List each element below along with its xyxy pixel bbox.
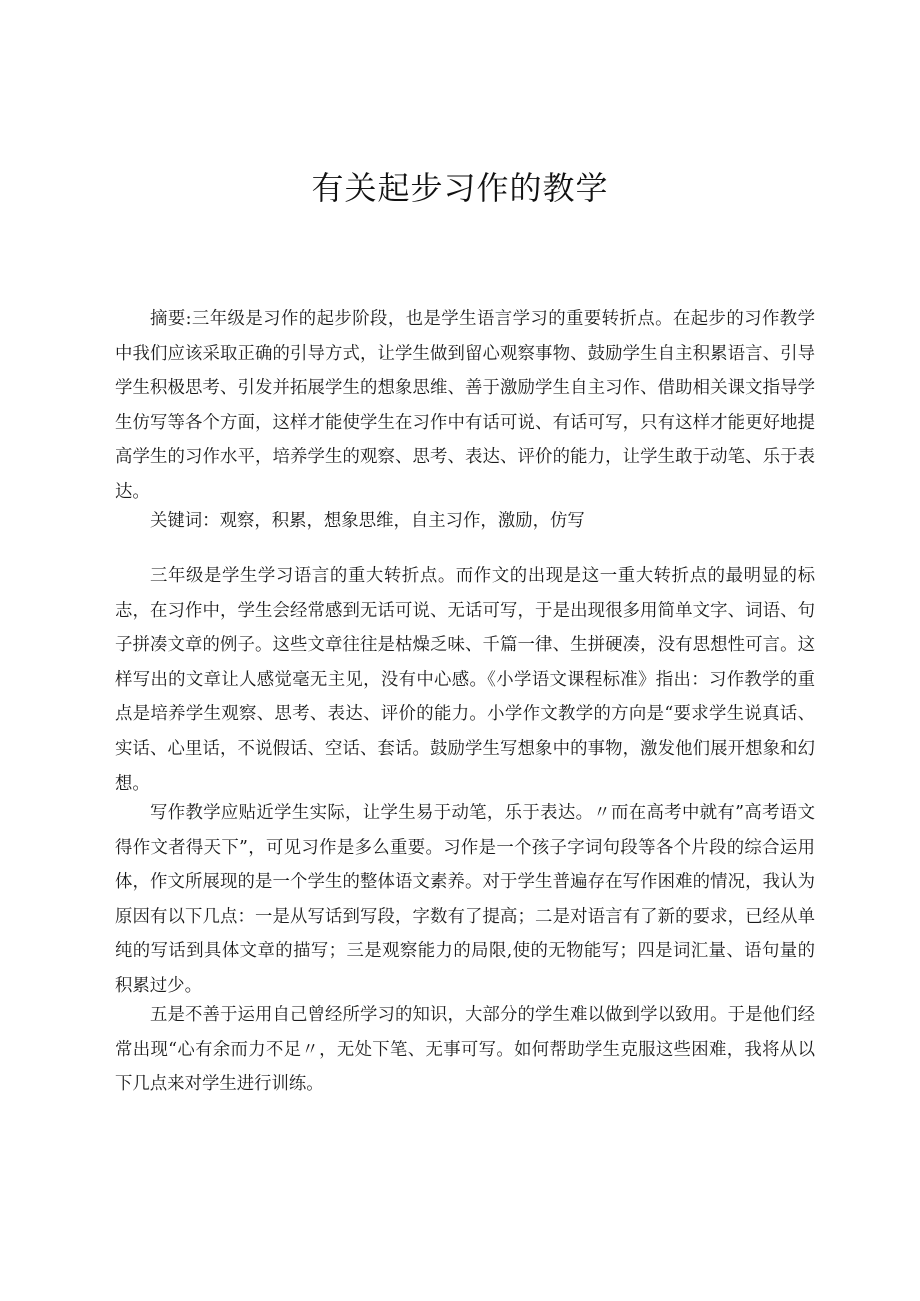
keywords-paragraph: 关键词：观察，积累，想象思维，自主习作，激励，仿写 [150, 511, 585, 531]
document-title: 有关起步习作的教学 [311, 169, 609, 207]
abstract-paragraph: 摘要:三年级是习作的起步阶段，也是学生语言学习的重要转折点。在起步的习作教学中我们应该采取正确的引导方式，让学生做到留心观察事物、鼓励学生自主积累语言、引导学生积极思考、引发并拓展学生的想象思维、善于激励学生自主习作、借助相关课文指导学生仿写等各个方面，这样才能使学生在习作中有话可说、有话可写，只有这样才能更好地提高学生的习作水平，培养学生的观察、思考、表达、评价的能力，让学生敢于动笔、乐于表达。 [115, 309, 815, 502]
body-paragraph: 五是不善于运用自己曾经所学习的知识，大部分的学生难以做到学以致用。于是他们经常出现“心有余而力不足〃，无处下笔、无事可写。如何帮助学生克服这些困难，我将从以下几点来对学生进行训练。 [115, 1005, 815, 1095]
body-paragraph: 写作教学应贴近学生实际，让学生易于动笔，乐于表达。〃而在高考中就有”高考语文得作文者得天下”，可见习作是多么重要。习作是一个孩子字词句段等各个片段的综合运用体，作文所展现的是一个学生的整体语文素养。对于学生普遍存在写作困难的情况，我认为原因有以下几点：一是从写话到写段，字数有了提高；二是对语言有了新的要求，已经从单纯的写话到具体文章的描写；三是观察能力的局限,使的无物能写；四是词汇量、语句量的积累过少。 [115, 803, 815, 996]
body-paragraph: 三年级是学生学习语言的重大转折点。而作文的出现是这一重大转折点的最明显的标志，在习作中，学生会经常感到无话可说、无话可写，于是出现很多用简单文字、词语、句子拼凑文章的例子。这些文章往往是枯燥乏味、千篇一律、生拼硬凑，没有思想性可言。这样写出的文章让人感觉毫无主见，没有中心感。《小学语文课程标准》指出：习作教学的重点是培养学生观察、思考、表达、评价的能力。小学作文教学的方向是“要求学生说真话、实话、心里话，不说假话、空话、套话。鼓励学生写想象中的事物，激发他们展开想象和幻想。 [115, 566, 815, 794]
